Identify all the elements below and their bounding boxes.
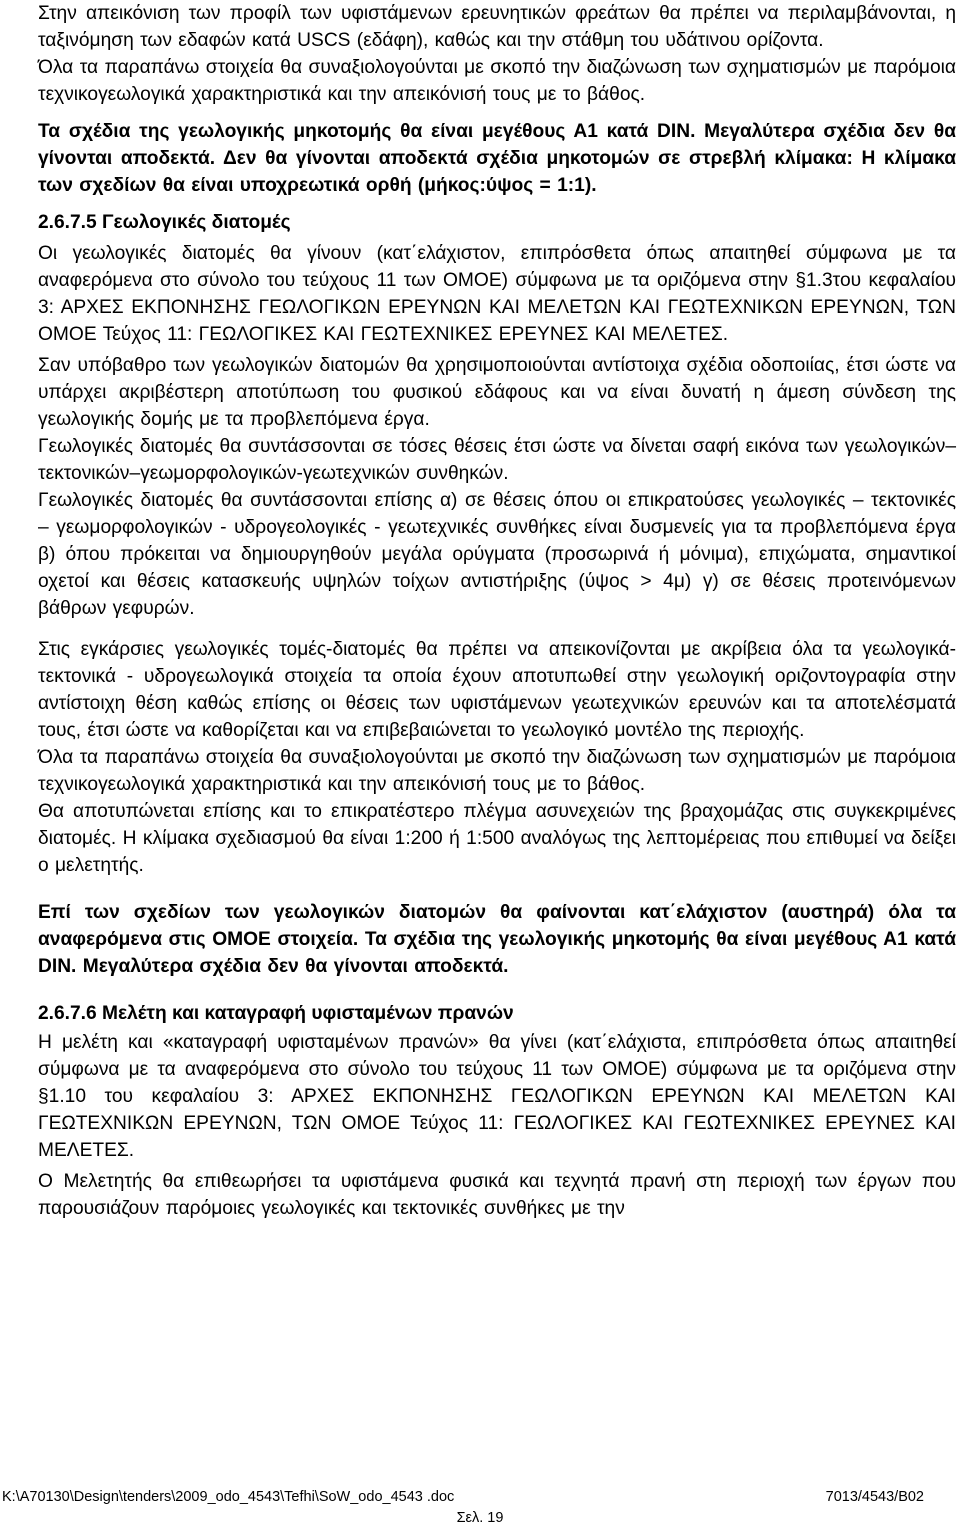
paragraph-slopes-study: Η μελέτη και «καταγραφή υφισταμένων πρανών» θα γίνει (κατ΄ελάχιστα, επιπρόσθετα όπως απαιτηθεί σύμφωνα με τα αναφερόμενα στο σύνολο του τεύχους 11 των ΟΜΟΕ) σύμφωνα με τα οριζόμενα στην §1.10 του κεφαλαίου 3: ΑΡΧΕΣ ΕΚΠΟΝΗΣΗΣ ΓΕΩΛΟΓΙΚΩΝ ΕΡΕΥΝΩΝ ΚΑΙ ΜΕΛΕΤΩΝ ΚΑΙ ΓΕΩΤΕΧΝΙΚΩΝ ΕΡΕΥΝΩΝ, ΤΩΝ ΟΜΟΕ Τεύχος 11: ΓΕΩΛΟΓΙΚΕΣ ΚΑΙ ΓΕΩΤΕΧΝΙΚΕΣ ΕΡΕΥΝΕΣ ΚΑΙ ΜΕΛΕΤΕΣ. xyxy=(38,1032,956,1161)
section-heading-slopes: 2.6.7.6 Μελέτη και καταγραφή υφισταμένων πρανών xyxy=(38,1003,514,1024)
paragraph-slopes-inspection: Ο Μελετητής θα επιθεωρήσει τα υφιστάμενα φυσικά και τεχνητά πρανή στη περιοχή των έργων που παρουσιάζουν παρόμοιες γεωλογικές και τεκτονικές συνθήκες με την xyxy=(38,1171,956,1219)
paragraph-discontinuities: Θα αποτυπώνεται επίσης και το επικρατέστερο πλέγμα ασυνεχειών της βραχομάζας στις συγκεκριμένες διατομές. Η κλίμακα σχεδιασμού θα είναι 1:200 ή 1:500 αναλόγως της λεπτομέρειας που επιθυμεί να δείξει ο μελετητής. xyxy=(38,801,956,876)
paragraph-section-locations: Γεωλογικές διατομές θα συντάσσονται σε τόσες θέσεις έτσι ώστε να δίνεται σαφή εικόνα των γεωλογικών–τεκτονικών–γεωμορφολογικών-γεωτεχνικών συνθηκών. xyxy=(38,436,956,484)
section-heading-geological-sections: 2.6.7.5 Γεωλογικές διατομές xyxy=(38,212,291,233)
spacer xyxy=(38,622,956,636)
paragraph-zoning-repeat: Όλα τα παραπάνω στοιχεία θα συναξιολογούνται με σκοπό την διαζώνωση των σχηματισμών με παρόμοια τεχνικογεωλογικά χαρακτηριστικά και την απεικόνισή τους με το βάθος. xyxy=(38,747,956,795)
paragraph-cross-sections: Στις εγκάρσιες γεωλογικές τομές-διατομές θα πρέπει να απεικονίζονται με ακρίβεια όλα τα γεωλογικά- τεκτονικά - υδρογεωλογικά στοιχεία τα οποία έχουν αποτυπωθεί στην γεωλογική οριζοντογραφία στην αντίστοιχη θέση καθώς επίσης οι θέσεις των υφιστάμενων γεωτεχνικών ερευνών και τα αποτελέσματά τους, έτσι ώστε να καθορίζεται και να επιβεβαιώνεται το γεωλογικό μοντέλο της περιοχής. xyxy=(38,639,956,741)
footer-document-code: 7013/4543/B02 xyxy=(825,1489,924,1505)
page-number: Σελ. 19 xyxy=(456,1510,504,1526)
document-body xyxy=(38,0,956,1222)
spacer xyxy=(38,879,956,899)
paragraph-additional-sections: Γεωλογικές διατομές θα συντάσσονται επίσης α) σε θέσεις όπου οι επικρατούσες γεωλογικές – τεκτονικές – γεωμορφολογικών - υδρογεολογικές - γεωτεχνικές συνθήκες είναι δυσμενείς για τα προβλεπόμενα έργα β) όπου πρόκειται να δημιουργηθούν μεγάλα ορύγματα (προσωρινά ή μόνιμα), επιχώματα, σημαντικοί οχετοί και θέσεις κατασκευής υψηλών τοίχων αντιστήριξης (ύψος > 4μ) γ) σε θέσεις προτεινόμενων βάθρων γεφυρών. xyxy=(38,490,956,619)
spacer xyxy=(38,199,956,209)
paragraph-drawing-requirements: Επί των σχεδίων των γεωλογικών διατομών θα φαίνονται κατ΄ελάχιστον (αυστηρά) όλα τα αναφερόμενα στις ΟΜΟΕ στοιχεία. Τα σχέδια της γεωλογικής μηκοτομής θα είναι μεγέθους Α1 κατά DIN. Μεγαλύτερα σχέδια δεν θα γίνονται αποδεκτά. xyxy=(38,902,956,977)
paragraph-sections-requirements: Οι γεωλογικές διατομές θα γίνουν (κατ΄ελάχιστον, επιπρόσθετα όπως απαιτηθεί σύμφωνα με τα αναφερόμενα στο σύνολο του τεύχους 11 των ΟΜΟΕ) σύμφωνα με τα οριζόμενα στην §1.3του κεφαλαίου 3: ΑΡΧΕΣ ΕΚΠΟΝΗΣΗΣ ΓΕΩΛΟΓΙΚΩΝ ΕΡΕΥΝΩΝ ΚΑΙ ΜΕΛΕΤΩΝ ΚΑΙ ΓΕΩΤΕΧΝΙΚΩΝ ΕΡΕΥΝΩΝ, ΤΩΝ ΟΜΟΕ Τεύχος 11: ΓΕΩΛΟΓΙΚΕΣ ΚΑΙ ΓΕΩΤΕΧΝΙΚΕΣ ΕΡΕΥΝΕΣ ΚΑΙ ΜΕΛΕΤΕΣ. xyxy=(38,243,956,345)
spacer xyxy=(38,108,956,118)
spacer xyxy=(38,980,956,1000)
paragraph-zoning: Όλα τα παραπάνω στοιχεία θα συναξιολογούνται με σκοπό την διαζώνωση των σχηματισμών με παρόμοια τεχνικογεωλογικά χαρακτηριστικά και την απεικόνισή τους με το βάθος. xyxy=(38,57,956,105)
paragraph-base-drawings: Σαν υπόβαθρο των γεωλογικών διατομών θα χρησιμοποιούνται αντίστοιχα σχέδια οδοποιίας, έτσι ώστε να υπάρχει ακριβέστερη αποτύπωση του φυσικού εδάφους και να είναι δυνατή η άμεση σύνδεση της γεωλογικής δομής με τα προβλεπόμενα έργα. xyxy=(38,355,956,430)
paragraph-uscs-profiles: Στην απεικόνιση των προφίλ των υφιστάμενων ερευνητικών φρεάτων θα πρέπει να περιλαμβάνονται, η ταξινόμηση των εδαφών κατά USCS (εδάφη), καθώς και την στάθμη του υδάτινου ορίζοντα. xyxy=(38,3,956,51)
paragraph-longitudinal-drawings: Τα σχέδια της γεωλογικής μηκοτομής θα είναι μεγέθους Α1 κατά DIN. Μεγαλύτερα σχέδια δεν θα γίνονται αποδεκτά. Δεν θα γίνονται αποδεκτά σχέδια μηκοτομών σε στρεβλή κλίμακα: Η κλίμακα των σχεδίων θα είναι υποχρεωτικά ορθή (μήκος:ύψος = 1:1). xyxy=(38,121,956,196)
footer-file-path: K:\A70130\Design\tenders\2009_odo_4543\Tefhi\SoW_odo_4543 .doc xyxy=(2,1489,455,1505)
